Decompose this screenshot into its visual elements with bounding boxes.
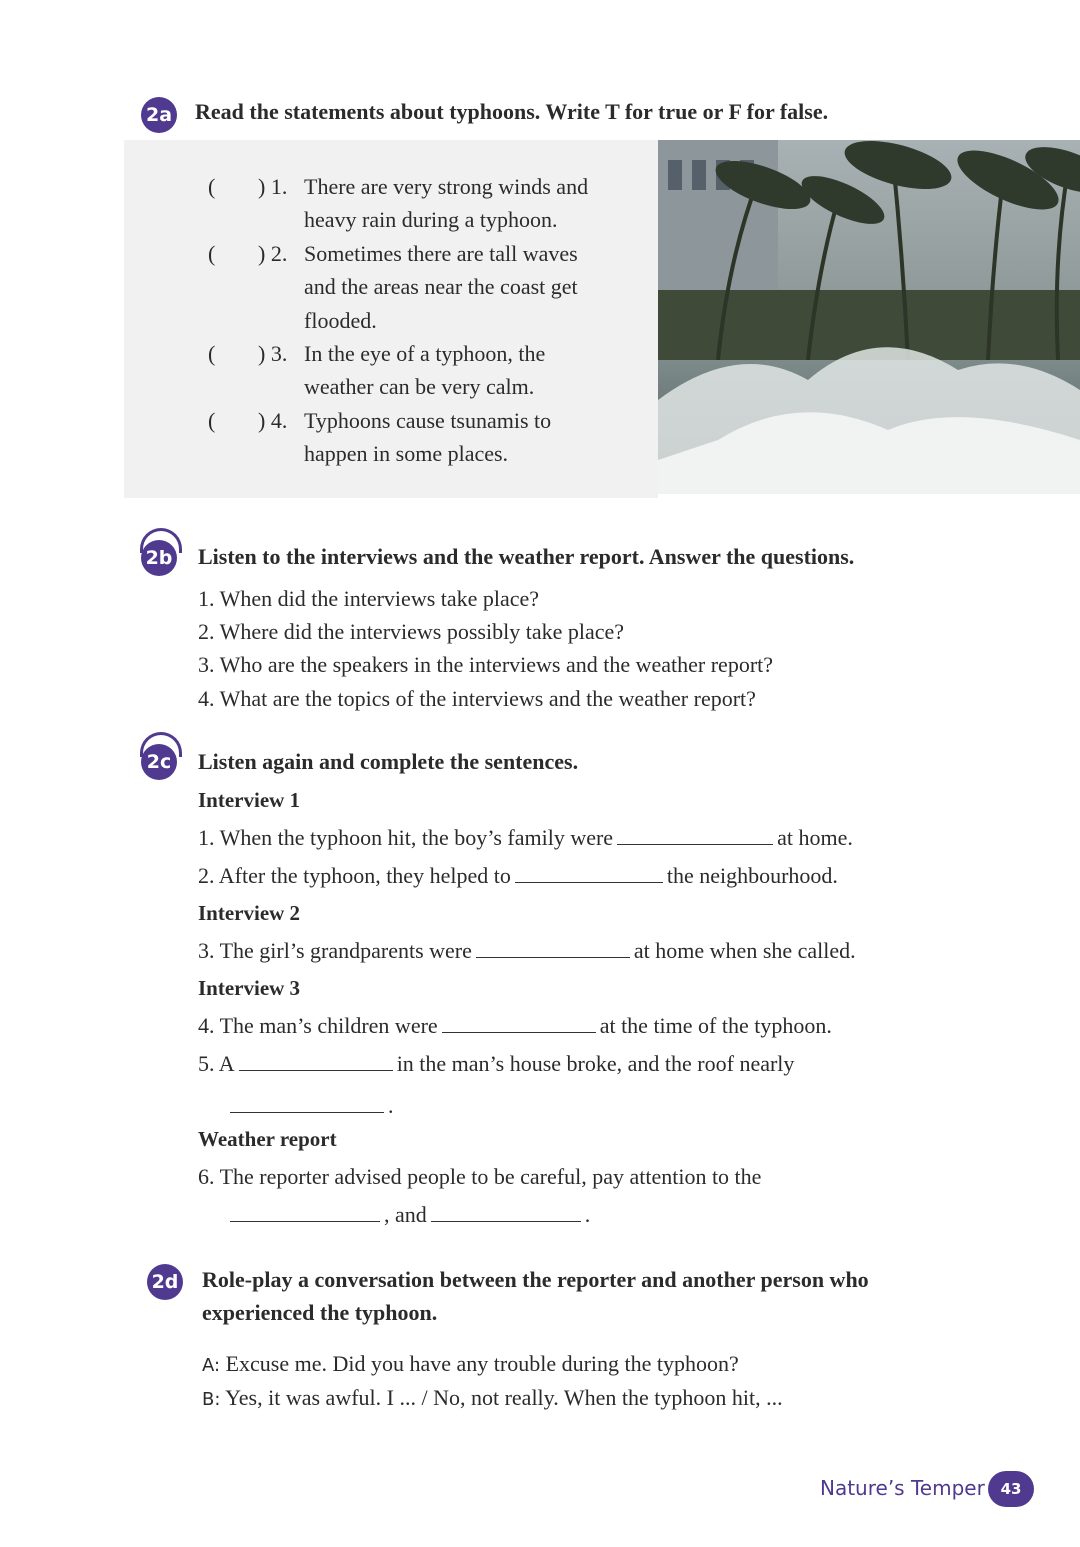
speaker-b-text: Yes, it was awful. I ... / No, not really. When the typhoon hit, ...: [225, 1385, 783, 1410]
statement-3-line2: weather can be very calm.: [304, 374, 535, 399]
section-badge-2a: 2a: [141, 97, 177, 133]
statement-1-line2: heavy rain during a typhoon.: [304, 207, 558, 232]
sentence-3: [198, 934, 856, 967]
section-2a-instruction: Read the statements about typhoons. Write T for true or F for false.: [195, 99, 829, 124]
statement-2-line2: and the areas near the coast get: [304, 274, 578, 299]
sentence-2: [198, 859, 838, 892]
speaker-a-text: Excuse me. Did you have any trouble during the typhoon?: [225, 1351, 739, 1376]
speaker-a-label: A:: [202, 1355, 221, 1376]
section-badge-2c: 2c: [141, 744, 177, 780]
interview-1-label: Interview 1: [198, 788, 301, 812]
statement-3-line1: In the eye of a typhoon, the: [304, 341, 546, 366]
sentence-6-end: .: [584, 1202, 591, 1227]
sentence-4-start: 4. The man’s children were: [198, 1013, 438, 1038]
page-number: 43: [988, 1471, 1034, 1507]
sentence-1: [198, 821, 853, 854]
question-3: 3. Who are the speakers in the interviews and the weather report?: [198, 652, 774, 677]
section-badge-2d: 2d: [147, 1264, 183, 1300]
dialogue-b: [202, 1381, 783, 1416]
blank-5b[interactable]: [230, 1092, 384, 1113]
statement-2-number: ) 2.: [258, 241, 288, 266]
statement-3-number: ) 3.: [258, 341, 288, 366]
typhoon-photo: [658, 140, 1080, 494]
sentence-4: [198, 1009, 832, 1042]
dialogue-a: [202, 1347, 739, 1382]
section-2d-instruction-line1: Role-play a conversation between the reporter and another person who: [202, 1267, 869, 1292]
sentence-5-continued: [226, 1089, 394, 1122]
sentence-3-start: 3. The girl’s grandparents were: [198, 938, 472, 963]
blank-2[interactable]: [515, 862, 663, 883]
weather-report-label: Weather report: [198, 1127, 337, 1151]
sentence-4-end: at the time of the typhoon.: [599, 1013, 832, 1038]
sentence-5-end: .: [388, 1093, 394, 1118]
blank-1[interactable]: [617, 824, 773, 845]
blank-6a[interactable]: [230, 1201, 380, 1222]
interview-3-label: Interview 3: [198, 976, 301, 1000]
statement-2-paren: (: [208, 241, 216, 266]
statement-3-paren: (: [208, 341, 216, 366]
blank-4[interactable]: [442, 1012, 596, 1033]
statement-1-line1: There are very strong winds and: [304, 174, 589, 199]
question-2: 2. Where did the interviews possibly take place?: [198, 619, 625, 644]
sentence-2-end: the neighbourhood.: [666, 863, 838, 888]
sentence-5-start: 5. A: [198, 1051, 235, 1076]
speaker-b-label: B:: [202, 1389, 221, 1410]
sentence-2-start: 2. After the typhoon, they helped to: [198, 863, 511, 888]
statement-4-paren: (: [208, 408, 216, 433]
question-4: 4. What are the topics of the interviews and the weather report?: [198, 686, 756, 711]
statement-1-paren: (: [208, 174, 216, 199]
statement-2-line3: flooded.: [304, 308, 377, 333]
blank-3[interactable]: [476, 937, 630, 958]
sentence-5: [198, 1047, 794, 1080]
section-2c-instruction: Listen again and complete the sentences.: [198, 749, 579, 774]
statement-4-line1: Typhoons cause tsunamis to: [304, 408, 552, 433]
sentence-6-continued: [226, 1198, 590, 1231]
statement-1-number: ) 1.: [258, 174, 288, 199]
question-1: 1. When did the interviews take place?: [198, 586, 540, 611]
section-2d-instruction-line2: experienced the typhoon.: [202, 1300, 438, 1325]
sentence-1-end: at home.: [777, 825, 853, 850]
section-badge-2b: 2b: [141, 540, 177, 576]
statement-4-number: ) 4.: [258, 408, 288, 433]
sentence-5-middle: in the man’s house broke, and the roof nearly: [396, 1051, 795, 1076]
interview-2-label: Interview 2: [198, 901, 301, 925]
sentence-3-end: at home when she called.: [633, 938, 856, 963]
blank-5a[interactable]: [239, 1050, 393, 1071]
unit-title: Nature’s Temper: [820, 1476, 985, 1500]
blank-6b[interactable]: [431, 1201, 581, 1222]
sentence-1-start: 1. When the typhoon hit, the boy’s family were: [198, 825, 614, 850]
sentence-6: 6. The reporter advised people to be careful, pay attention to the: [198, 1164, 762, 1189]
statement-4-line2: happen in some places.: [304, 441, 509, 466]
section-2b-instruction: Listen to the interviews and the weather report. Answer the questions.: [198, 544, 855, 569]
sentence-6-and: , and: [384, 1202, 427, 1227]
statement-2-line1: Sometimes there are tall waves: [304, 241, 578, 266]
